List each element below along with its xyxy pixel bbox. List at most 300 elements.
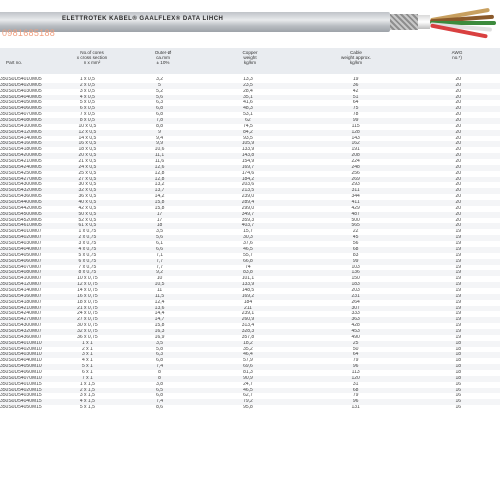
table-cell: 289,4: [201, 200, 294, 206]
table-cell: 2 x 1,5: [57, 388, 118, 394]
table-cell: 12 x 0,75: [57, 282, 118, 288]
table-cell: 93,5: [243, 135, 253, 141]
table-cell: 5 x 0,75: [78, 252, 97, 258]
table-cell: 25: [295, 341, 417, 347]
table-cell: 20: [455, 217, 462, 223]
table-cell: 2 x 0,5: [57, 83, 118, 89]
table-cell: 10,6: [154, 147, 165, 153]
table-cell: 350S0D54030M10: [0, 352, 57, 358]
cable-spec-table: [0, 77, 500, 411]
table-cell: 99: [295, 259, 417, 265]
table-cell: 350S0D54080M05: [0, 118, 57, 124]
table-cell: 350S0D54120M07: [0, 282, 57, 288]
table-cell: 27 x 0,75: [57, 317, 118, 323]
table-cell: 6,8: [156, 393, 164, 399]
table-cell: 61 x 0,5: [57, 223, 118, 229]
table-cell: 48,3: [201, 106, 294, 112]
table-cell: 350S0D54180M07: [0, 299, 42, 305]
table-cell: 96: [295, 399, 417, 405]
table-cell: 350S0D54300M07: [0, 323, 42, 329]
table-cell: 52 x 0,5: [78, 217, 97, 223]
table-cell: 30 x 0,75: [77, 323, 98, 329]
table-cell: 5 x 1,5: [79, 405, 95, 411]
table-cell: 203,6: [241, 182, 255, 188]
table-cell: 14,2: [154, 194, 165, 200]
table-cell: 350S0D54050M07: [0, 252, 42, 258]
table-cell: 20: [455, 77, 462, 82]
table-cell: 10 x 0,75: [77, 276, 98, 282]
table-cell: 4 x 0,5: [57, 95, 118, 101]
table-cell: 1 x 1: [57, 341, 118, 347]
table-cell: 20: [455, 123, 462, 129]
table-cell: 5,6: [118, 235, 201, 241]
table-cell: 15,8: [154, 205, 165, 211]
table-cell: 500: [351, 217, 360, 223]
table-cell: 16: [417, 388, 500, 394]
table-cell: 23,5: [201, 83, 294, 89]
table-cell: 4 x 1: [81, 358, 93, 364]
table-cell: 350S0D54010M10: [0, 341, 57, 347]
table-cell: 183: [295, 282, 417, 288]
table-cell: 56: [352, 241, 359, 247]
table-cell: 16: [417, 399, 500, 405]
table-cell: 350S0D54200M05: [0, 153, 57, 159]
table-cell: 20: [455, 147, 462, 153]
table-cell: 2 x 0,75: [57, 235, 118, 241]
table-cell: 453: [295, 329, 417, 335]
table-cell: 20 x 0,5: [57, 153, 118, 159]
table-cell: 95,8: [243, 405, 253, 411]
table-cell: 350S0D54520M05: [0, 217, 42, 223]
table-cell: 19: [455, 276, 462, 282]
table-cell: 6,5: [118, 388, 201, 394]
table-cell: 12,4: [154, 299, 165, 305]
table-cell: 37,6: [243, 241, 253, 247]
table-cell: 83,8: [201, 270, 294, 276]
table-cell: 131: [351, 405, 360, 411]
table-cell: 74: [245, 264, 251, 270]
table-cell: 120: [295, 376, 417, 382]
table-cell: 19: [455, 252, 462, 258]
table-cell: 16: [455, 381, 462, 387]
table-cell: 2 x 1: [81, 346, 93, 352]
table-cell: 42: [352, 88, 359, 94]
table-cell: 17: [118, 212, 201, 218]
table-cell: 20: [417, 200, 500, 206]
table-cell: 105,9: [201, 141, 294, 147]
table-cell: 211: [201, 306, 294, 312]
table-cell: 350S0D54210M05: [0, 159, 42, 165]
table-cell: 19: [455, 241, 462, 247]
table-cell: 20: [455, 170, 462, 176]
header-part-no: Part no.: [6, 60, 23, 65]
table-cell: 299,0: [241, 205, 255, 211]
table-cell: 350S0D54400M05: [0, 200, 57, 206]
table-cell: 19: [417, 306, 500, 312]
table-cell: 350S0D54320M05: [0, 188, 57, 194]
table-cell: 350S0D54020M05: [0, 83, 57, 89]
table-cell: 46,5: [201, 247, 294, 253]
table-cell: 350S0D54040M10: [0, 358, 42, 364]
table-cell: 350S0D54140M05: [0, 135, 42, 141]
table-cell: 55,7: [243, 252, 253, 258]
table-cell: 9,2: [118, 270, 201, 276]
table-cell: 350S0D54050M05: [0, 100, 42, 106]
table-cell: 293: [351, 182, 360, 188]
table-cell: 20: [455, 112, 462, 118]
table-cell: 264: [351, 299, 360, 305]
table-cell: 75: [295, 106, 417, 112]
table-cell: 16: [455, 405, 462, 411]
table-cell: 350S0D54020M10: [0, 346, 42, 352]
table-cell: 10 x 0,5: [78, 123, 97, 129]
table-cell: 19: [417, 247, 500, 253]
table-cell: 20: [417, 83, 500, 89]
table-cell: 12,6: [118, 165, 201, 171]
table-cell: 19: [417, 329, 500, 335]
table-cell: 28,4: [243, 88, 253, 94]
table-cell: 19: [417, 294, 500, 300]
table-cell: 136: [295, 270, 417, 276]
table-cell: 7 x 0,5: [79, 112, 95, 118]
table-cell: 32 x 0,75: [57, 329, 118, 335]
table-cell: 7,1: [156, 252, 164, 258]
header-awg: AWG no.*): [451, 50, 463, 61]
table-cell: 18: [455, 358, 462, 364]
table-cell: 9,9: [118, 141, 201, 147]
table-cell: 20: [417, 153, 500, 159]
table-cell: 83: [352, 252, 359, 258]
table-cell: 36 x 0,5: [78, 194, 97, 200]
table-cell: 19: [417, 317, 500, 323]
table-cell: 239,1: [241, 311, 255, 317]
table-cell: 19: [455, 264, 462, 270]
product-banner: [0, 0, 500, 44]
table-cell: 169,7: [201, 165, 294, 171]
table-cell: 350S0D54010M05: [0, 77, 42, 82]
table-cell: 19: [417, 235, 500, 241]
table-cell: 328,3: [201, 329, 294, 335]
table-cell: 68: [295, 247, 417, 253]
table-cell: 359,3: [241, 217, 255, 223]
table-cell: 18: [417, 364, 500, 370]
table-cell: 18: [417, 341, 500, 347]
table-cell: 224: [351, 159, 360, 165]
cable-shield-foil: [418, 15, 430, 29]
table-cell: 69,6: [201, 364, 294, 370]
table-cell: 5: [118, 83, 201, 89]
table-cell: 350S0D54300M05: [0, 182, 42, 188]
table-cell: 18 x 0,75: [77, 299, 98, 305]
table-cell: 333: [351, 311, 360, 317]
table-cell: 14,7: [118, 317, 201, 323]
table-cell: 231: [295, 294, 417, 300]
table-cell: 25 x 0,5: [78, 170, 97, 176]
table-cell: 20: [417, 130, 500, 136]
table-cell: 16: [455, 393, 462, 399]
table-cell: 184: [243, 299, 253, 305]
table-cell: 20: [417, 141, 500, 147]
table-cell: 13,3: [243, 77, 253, 82]
table-cell: 350S0D54010M15: [0, 381, 42, 387]
table-cell: 350S0D54030M05: [0, 88, 42, 94]
table-cell: 344: [351, 194, 360, 200]
table-cell: 20: [455, 194, 462, 200]
table-cell: 350S0D54060M07: [0, 259, 57, 265]
table-cell: 350S0D54010M07: [0, 229, 42, 235]
table-cell: 6,3: [156, 100, 164, 106]
table-cell: 18 x 0,5: [78, 147, 97, 153]
table-cell: 7,7: [156, 264, 164, 270]
table-cell: 357,8: [241, 334, 255, 340]
table-cell: 7,7: [118, 259, 201, 265]
table-cell: 31: [352, 381, 359, 387]
table-cell: 350S0D54040M15: [0, 399, 57, 405]
table-cell: 36 x 0,75: [77, 334, 98, 340]
table-cell: 40 x 0,5: [57, 200, 118, 206]
table-cell: 90,9: [201, 376, 294, 382]
table-cell: 6,1: [156, 241, 164, 247]
table-cell: 350S0D54100M05: [0, 123, 42, 129]
table-cell: 143,8: [201, 153, 294, 159]
table-cell: 24,7: [243, 381, 253, 387]
table-cell: 113: [351, 369, 360, 375]
table-cell: 143: [351, 135, 360, 141]
table-cell: 350S0D54050M15: [0, 405, 42, 411]
table-cell: 11: [156, 287, 163, 293]
table-cell: 311: [295, 188, 417, 194]
table-cell: 208: [295, 153, 417, 159]
table-cell: 66,8: [201, 259, 294, 265]
table-cell: 79: [352, 358, 359, 364]
table-row: [0, 405, 500, 411]
table-cell: 8,8: [156, 123, 164, 129]
table-cell: 1 x 0,75: [78, 229, 97, 235]
table-cell: 14 x 0,5: [78, 135, 97, 141]
table-cell: 565: [295, 223, 417, 229]
table-cell: 14 x 0,75: [77, 287, 98, 293]
table-cell: 8,6: [156, 405, 164, 411]
table-cell: 6,6: [118, 247, 201, 253]
table-cell: 18: [455, 369, 462, 375]
table-cell: 6,8: [118, 106, 201, 112]
table-cell: 8: [158, 369, 161, 375]
table-cell: 4 x 0,75: [57, 247, 118, 253]
table-cell: 7,4: [118, 364, 201, 370]
table-cell: 350S0D54050M10: [0, 364, 57, 370]
table-cell: 64: [352, 100, 359, 106]
table-cell: 150: [351, 276, 360, 282]
table-cell: 350S0D54360M07: [0, 334, 42, 340]
table-cell: 350S0D54030M07: [0, 241, 42, 247]
header-copper-weight: Copper weight kg/km: [242, 50, 258, 66]
table-cell: 99: [295, 118, 417, 124]
table-cell: 490: [351, 334, 360, 340]
table-cell: 101,1: [241, 276, 255, 282]
table-cell: 51: [295, 95, 417, 101]
table-cell: 363: [295, 317, 417, 323]
table-cell: 428: [351, 323, 360, 329]
table-cell: 18: [417, 352, 500, 358]
table-cell: 350S0D54070M05: [0, 112, 42, 118]
table-cell: 350S0D54100M07: [0, 276, 42, 282]
table-cell: 16,3: [118, 329, 201, 335]
table-cell: 5,8: [156, 346, 164, 352]
table-cell: 35,2: [243, 346, 253, 352]
table-cell: 8 x 0,5: [57, 118, 118, 124]
table-cell: 18,2: [201, 341, 294, 347]
table-cell: 12 x 0,5: [57, 130, 118, 136]
cable-shield-braid: [390, 14, 418, 30]
table-cell: 6,3: [118, 352, 201, 358]
table-cell: 350S0D54020M07: [0, 235, 57, 241]
table-cell: 10: [156, 276, 163, 282]
table-cell: 5 x 0,5: [79, 100, 95, 106]
table-cell: 7,8: [118, 118, 201, 124]
table-cell: 24 x 0,5: [57, 165, 118, 171]
table-cell: 16 x 0,5: [57, 141, 118, 147]
table-cell: 19: [417, 270, 500, 276]
table-cell: 115: [351, 123, 360, 129]
table-cell: 154,9: [241, 159, 255, 165]
table-cell: 350S0D54120M05: [0, 130, 57, 136]
table-cell: 411: [295, 200, 417, 206]
table-cell: 350S0D54270M07: [0, 317, 57, 323]
table-cell: 24 x 0,75: [77, 311, 98, 317]
cable-brand-text: ELETTROTEK KABEL® GAALFLEX® DATA LIHCH: [62, 16, 224, 22]
table-cell: 64: [295, 352, 417, 358]
table-cell: 3,8: [156, 381, 164, 387]
table-cell: 20: [455, 159, 462, 165]
table-cell: 4 x 1,5: [57, 399, 118, 405]
table-cell: 20: [417, 95, 500, 101]
table-cell: 32 x 0,5: [57, 188, 118, 194]
table-cell: 19: [455, 287, 462, 293]
table-cell: 403,7: [201, 223, 294, 229]
table-cell: 5,2: [156, 88, 164, 94]
table-cell: 5,6: [118, 95, 201, 101]
table-cell: 21 x 0,75: [57, 306, 118, 312]
table-cell: 20: [417, 165, 500, 171]
table-cell: 46,4: [201, 352, 294, 358]
table-cell: 313,4: [241, 323, 255, 329]
table-cell: 22: [352, 229, 359, 235]
table-cell: 1 x 1,5: [79, 381, 95, 387]
table-cell: 12,8: [154, 170, 165, 176]
table-cell: 50 x 0,5: [57, 212, 118, 218]
table-cell: 162: [295, 141, 417, 147]
table-cell: 3,5: [118, 341, 201, 347]
table-cell: 7 x 0,75: [78, 264, 97, 270]
table-cell: 9,4: [156, 135, 164, 141]
table-cell: 350S0D54360M05: [0, 194, 42, 200]
table-cell: 15,8: [118, 200, 201, 206]
table-cell: 133,9: [201, 282, 294, 288]
table-cell: 350S0D54180M05: [0, 147, 42, 153]
table-cell: 103: [351, 264, 360, 270]
table-cell: 7 x 1: [57, 376, 118, 382]
header-outer-diameter: Outer-Ø ca.mm ± 10%: [154, 50, 172, 66]
table-cell: 15,7: [243, 229, 253, 235]
table-cell: 350S0D54270M05: [0, 177, 57, 183]
table-cell: 350S0D54500M05: [0, 212, 57, 218]
table-cell: 350S0D54070M10: [0, 376, 57, 382]
table-cell: 20: [417, 212, 500, 218]
table-cell: 18: [118, 223, 201, 229]
table-cell: 307: [295, 306, 417, 312]
table-cell: 20: [417, 106, 500, 112]
table-cell: 41,6: [243, 100, 253, 106]
table-cell: 169,2: [201, 294, 294, 300]
table-cell: 213,5: [201, 188, 294, 194]
table-cell: 20: [455, 182, 462, 188]
table-cell: 350S0D54020M15: [0, 388, 57, 394]
table-cell: 3 x 1: [57, 352, 118, 358]
table-cell: 19: [455, 334, 462, 340]
table-cell: 62: [201, 118, 294, 124]
table-cell: 350S0D54040M05: [0, 95, 57, 101]
table-cell: 11,5: [118, 294, 201, 300]
table-cell: 81,3: [243, 369, 253, 375]
table-cell: 9: [118, 130, 201, 136]
table-cell: 350S0D54060M10: [0, 369, 42, 375]
watermark-text: 0981685188: [2, 28, 56, 38]
table-cell: 350S0D54160M05: [0, 141, 57, 147]
table-cell: 18: [455, 346, 462, 352]
table-cell: 13,6: [118, 306, 201, 312]
table-cell: 6 x 0,5: [57, 106, 118, 112]
table-cell: 350S0D54140M07: [0, 287, 42, 293]
table-cell: 13,2: [154, 182, 165, 188]
table-cell: 5 x 1: [57, 364, 118, 370]
table-cell: 19: [455, 229, 462, 235]
table-body: [0, 77, 500, 411]
table-cell: 148,5: [241, 287, 255, 293]
table-cell: 128: [295, 130, 417, 136]
table-cell: 350S0D54030M15: [0, 393, 42, 399]
table-cell: 350S0D54240M07: [0, 311, 42, 317]
table-cell: 45: [295, 235, 417, 241]
table-cell: 350S0D54240M05: [0, 165, 57, 171]
table-cell: 260,9: [201, 317, 294, 323]
table-cell: 19: [352, 77, 359, 82]
table-cell: 7,4: [118, 399, 201, 405]
table-cell: 3,5: [156, 229, 164, 235]
table-cell: 14,4: [154, 311, 165, 317]
table-cell: 53,1: [243, 112, 253, 118]
table-cell: 96: [295, 364, 417, 370]
table-cell: 19: [417, 282, 500, 288]
table-cell: 42 x 0,5: [78, 205, 97, 211]
table-cell: 17: [156, 217, 163, 223]
table-cell: 27 x 0,5: [57, 177, 118, 183]
table-cell: 20: [455, 88, 462, 94]
table-cell: 350S0D54070M07: [0, 264, 42, 270]
table-cell: 1 x 0,5: [79, 77, 95, 82]
table-cell: 16,9: [154, 334, 165, 340]
table-cell: 350S0D54040M07: [0, 247, 57, 253]
table-cell: 19: [455, 311, 462, 317]
table-cell: 18: [417, 376, 500, 382]
table-cell: 350S0D54210M07: [0, 306, 57, 312]
table-cell: 184,2: [201, 177, 294, 183]
table-cell: 62,7: [243, 393, 253, 399]
table-cell: 30,3: [201, 235, 294, 241]
table-cell: 20: [455, 205, 462, 211]
table-cell: 79,2: [201, 399, 294, 405]
table-cell: 74,5: [243, 123, 253, 129]
table-cell: 20: [417, 118, 500, 124]
